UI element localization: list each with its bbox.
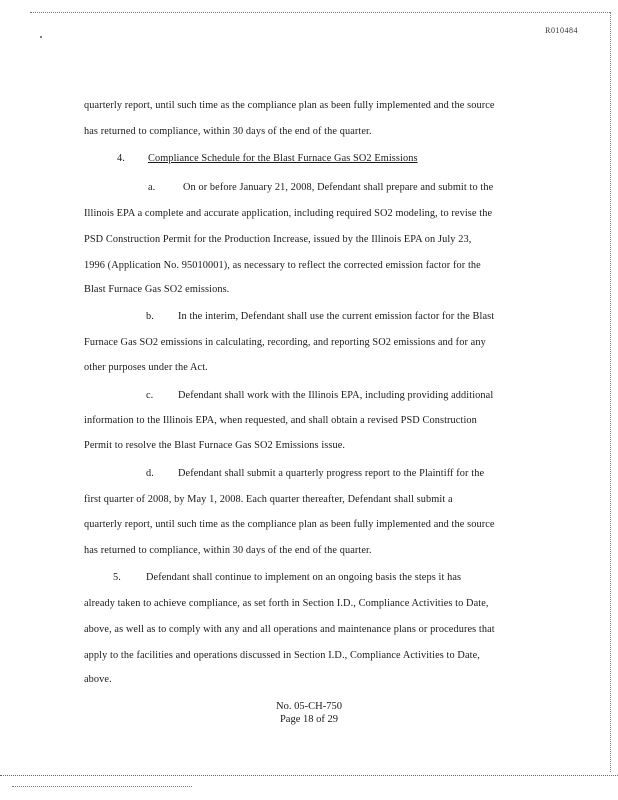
text-line: On or before January 21, 2008, Defendant shall prepare and submit to the <box>183 182 494 193</box>
text-line: Illinois EPA a complete and accurate application, including required SO2 modeling, to revise the <box>84 208 493 219</box>
scan-border-bottom-fragment <box>12 786 192 787</box>
text-line: In the interim, Defendant shall use the current emission factor for the Blast <box>178 311 495 322</box>
text-line: 1996 (Application No. 95010001), as necessary to reflect the corrected emission factor for the <box>84 260 481 271</box>
page-number: Page 18 of 29 <box>279 714 339 725</box>
section-number: 4. <box>117 153 125 164</box>
text-line: already taken to achieve compliance, as set forth in Section I.D., Compliance Activities to Date, <box>84 598 489 609</box>
item-label: c. <box>146 390 154 401</box>
text-line: above. <box>84 674 112 685</box>
text-line: Furnace Gas SO2 emissions in calculating, recording, and reporting SO2 emissions and for any <box>84 337 486 348</box>
scan-border-bottom <box>0 775 618 776</box>
item-label: a. <box>148 182 156 193</box>
text-line: other purposes under the Act. <box>84 362 208 373</box>
item-label: b. <box>146 311 154 322</box>
text-line: Defendant shall continue to implement on an ongoing basis the steps it has <box>146 572 462 583</box>
text-line: has returned to compliance, within 30 days of the end of the quarter. <box>84 126 372 137</box>
text-line: Defendant shall work with the Illinois EPA, including providing additional <box>178 390 494 401</box>
text-line: quarterly report, until such time as the compliance plan as been fully implemented and the source <box>84 519 495 530</box>
text-line: has returned to compliance, within 30 days of the end of the quarter. <box>84 545 372 556</box>
text-line: apply to the facilities and operations discussed in Section I.D., Compliance Activities to Date, <box>84 650 480 661</box>
scan-speck <box>40 36 42 38</box>
text-line: above, as well as to comply with any and all operations and maintenance plans or procedures that <box>84 624 495 635</box>
bates-number: R010484 <box>545 26 578 35</box>
scan-border-top <box>30 12 610 13</box>
section-heading: Compliance Schedule for the Blast Furnace Gas SO2 Emissions <box>148 153 418 164</box>
case-number: No. 05-CH-750 <box>276 701 342 712</box>
text-line: first quarter of 2008, by May 1, 2008. Each quarter thereafter, Defendant shall submit a <box>84 494 453 505</box>
item-label: d. <box>146 468 154 479</box>
text-line: PSD Construction Permit for the Production Increase, issued by the Illinois EPA on July 23, <box>84 234 472 245</box>
text-line: Permit to resolve the Blast Furnace Gas SO2 Emissions issue. <box>84 440 346 451</box>
text-line: quarterly report, until such time as the compliance plan as been fully implemented and the source <box>84 100 495 111</box>
text-line: Blast Furnace Gas SO2 emissions. <box>84 284 230 295</box>
text-line: information to the Illinois EPA, when requested, and shall obtain a revised PSD Construction <box>84 415 477 426</box>
section-number: 5. <box>113 572 121 583</box>
scan-border-right <box>610 12 611 772</box>
text-line: Defendant shall submit a quarterly progress report to the Plaintiff for the <box>178 468 485 479</box>
